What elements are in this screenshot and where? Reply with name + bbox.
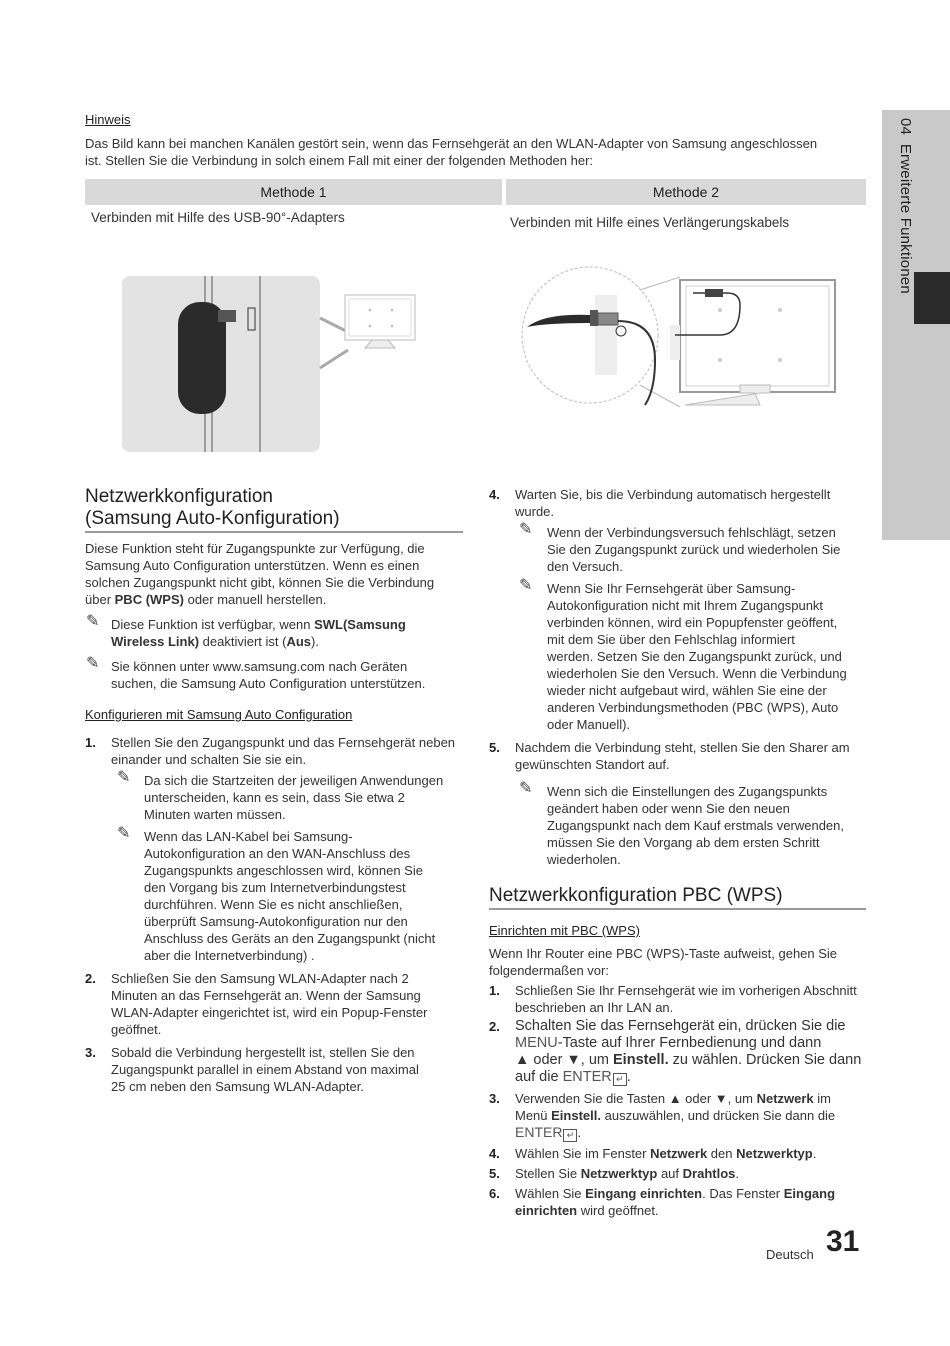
text: Wählen Sie xyxy=(515,1186,586,1201)
text: auf xyxy=(657,1166,683,1181)
step-line: Sobald die Verbindung hergestellt ist, stellen Sie den xyxy=(111,1045,415,1060)
note-line: Anschluss des Geräts an den Zugangspunkt (nicht xyxy=(144,931,436,946)
right-heading: Netzwerkkonfiguration PBC (WPS) xyxy=(489,885,783,906)
right-heading-rule xyxy=(489,908,866,910)
note-pencil-icon: ✎ xyxy=(117,825,131,842)
usb-adapter-illustration xyxy=(120,270,430,455)
method-1-text: Verbinden mit Hilfe des USB-90°-Adapters xyxy=(91,210,345,225)
left-step-1-note-2 xyxy=(144,828,464,964)
note-line: Zugangspunkts angeschlossen wird, können Sie xyxy=(144,863,423,878)
step-number: 4. xyxy=(489,1146,500,1161)
pbc-step-3 xyxy=(515,1090,875,1142)
text: . xyxy=(735,1166,739,1181)
note-line: mit dem Sie über den Fehlschlag informiert xyxy=(547,632,795,647)
step-number: 3. xyxy=(489,1091,500,1106)
text: . Das Fenster xyxy=(702,1186,784,1201)
step-line xyxy=(515,1090,875,1107)
step-line: Nachdem die Verbindung steht, stellen Sie den Sharer am xyxy=(515,740,850,755)
enter-key: ENTER xyxy=(562,1069,612,1085)
netzwerk-term: Netzwerk xyxy=(650,1146,708,1161)
eingang-term: Eingang xyxy=(783,1186,836,1201)
step-line xyxy=(515,1035,875,1052)
step-number: 5. xyxy=(489,740,500,755)
pbc-step-6 xyxy=(515,1185,875,1219)
left-step-1-note-1 xyxy=(144,772,464,823)
note-pencil-icon: ✎ xyxy=(86,613,100,630)
text: Wählen Sie im Fenster xyxy=(515,1146,651,1161)
note-pencil-icon: ✎ xyxy=(519,577,533,594)
step-line xyxy=(515,1124,875,1142)
method-2-header: Methode 2 xyxy=(506,179,866,205)
page-number: 31 xyxy=(826,1225,860,1258)
note-line: Sie den Zugangspunkt zurück und wiederholen Sie xyxy=(547,542,841,557)
left-heading-line2: (Samsung Auto-Konfiguration) xyxy=(85,508,340,529)
left-heading-rule xyxy=(85,531,463,533)
left-intro-line: Diese Funktion steht für Zugangspunkte zur Verfügung, die xyxy=(85,541,425,556)
intro-line: Wenn Ihr Router eine PBC (WPS)-Taste aufweist, gehen Sie xyxy=(489,946,838,961)
hinweis-text xyxy=(85,135,875,169)
text: deaktiviert ist ( xyxy=(199,634,287,649)
note-line: Wenn das LAN-Kabel bei Samsung- xyxy=(144,829,353,844)
intro-line: folgendermaßen vor: xyxy=(489,963,609,978)
step-line xyxy=(515,1185,875,1202)
step-line: WLAN-Adapter eingerichtet ist, wird ein Popup-Fenster xyxy=(111,1005,428,1020)
left-step-3 xyxy=(111,1044,466,1095)
chapter-side-tab-label xyxy=(884,118,914,418)
step-number: 4. xyxy=(489,487,500,502)
step-line xyxy=(515,1202,875,1219)
note-line: Autokonfiguration nicht mit Ihrem Zugangspunkt xyxy=(547,598,824,613)
right-step-5 xyxy=(515,739,875,773)
step-number: 6. xyxy=(489,1186,500,1201)
pbc-step-1 xyxy=(515,982,875,1016)
chapter-title: Erweiterte Funktionen xyxy=(897,143,914,294)
step-line: Stellen Sie den Zugangspunkt und das Fernsehgerät neben xyxy=(111,735,456,750)
text: wird geöffnet. xyxy=(577,1203,659,1218)
drahtlos-term: Drahtlos xyxy=(682,1166,736,1181)
note-line: den Vorgang bis zum Internetverbindungstest xyxy=(144,880,406,895)
chapter-number: 04 xyxy=(897,118,914,136)
left-subheading: Konfigurieren mit Samsung Auto Configuration xyxy=(85,707,353,722)
right-subheading: Einrichten mit PBC (WPS) xyxy=(489,923,640,938)
right-step-4-note-1 xyxy=(547,524,867,575)
hinweis-line: ist. Stellen Sie die Verbindung in solch einem Fall mit einer der folgenden Methoden her: xyxy=(85,153,594,168)
step-line: einander und schalten Sie sie ein. xyxy=(111,752,307,767)
pbc-step-4 xyxy=(515,1145,875,1162)
enter-key-icon: ↵ xyxy=(563,1129,577,1142)
note-line: wiederholen. xyxy=(547,852,621,867)
hinweis-title: Hinweis xyxy=(85,112,131,127)
text: zu wählen. Drücken Sie dann xyxy=(668,1052,862,1068)
method-1-header: Methode 1 xyxy=(85,179,502,205)
note-line: verbinden können, wird ein Popupfenster geöffent, xyxy=(547,615,838,630)
step-line: beschrieben an Ihr LAN an. xyxy=(515,1000,674,1015)
einstell-term: Einstell. xyxy=(551,1108,601,1123)
right-step-5-note xyxy=(547,783,867,868)
note-pencil-icon: ✎ xyxy=(117,769,131,786)
note-pencil-icon: ✎ xyxy=(86,655,100,672)
eingang-term: einrichten xyxy=(515,1203,578,1218)
netzwerk-term: Netzwerk xyxy=(756,1091,814,1106)
text: auszuwählen, und drücken Sie dann die xyxy=(601,1108,836,1123)
note-line: Autokonfiguration an den WAN-Anschluss des xyxy=(144,846,411,861)
footer-language: Deutsch xyxy=(766,1247,814,1262)
left-intro-line: Samsung Auto Configuration unterstützen. Wenn es einen xyxy=(85,558,420,573)
step-line xyxy=(515,1069,875,1086)
swl-term: SWL(Samsung xyxy=(314,617,406,632)
note-line: Wenn der Verbindungsversuch fehlschlägt, setzen xyxy=(547,525,836,540)
hinweis-line: Das Bild kann bei manchen Kanälen gestört sein, wenn das Fernsehgerät an den WLAN-Adapter von Samsung angeschlossen xyxy=(85,136,818,151)
zoom-circle xyxy=(522,267,658,403)
left-heading xyxy=(85,486,340,530)
extension-cable-illustration xyxy=(515,265,845,425)
left-heading-line1: Netzwerkkonfiguration xyxy=(85,486,273,507)
text: oder manuell herstellen. xyxy=(183,592,327,607)
step-number: 3. xyxy=(85,1045,96,1060)
note-line: Sie können unter www.samsung.com nach Geräten xyxy=(111,659,408,674)
netzwerktyp-term: Netzwerktyp xyxy=(580,1166,658,1181)
left-intro-line: solchen Zugangspunkt nicht gibt, können Sie die Verbindung xyxy=(85,575,435,590)
pbc-step-2 xyxy=(515,1018,875,1086)
step-line: wurde. xyxy=(515,504,555,519)
note-line: durchführen. Wenn Sie es nicht anschließen, xyxy=(144,897,403,912)
step-line: Schließen Sie den Samsung WLAN-Adapter nach 2 xyxy=(111,971,409,986)
step-line: Zugangspunkt parallel in einem Abstand von maximal xyxy=(111,1062,419,1077)
text: . xyxy=(812,1146,817,1161)
text: ▲ oder ▼, um xyxy=(515,1052,614,1068)
enter-key-icon: ↵ xyxy=(613,1073,627,1086)
note-line: überprüft Samsung-Autokonfiguration nur den xyxy=(144,914,408,929)
netzwerktyp-term: Netzwerktyp xyxy=(736,1146,813,1161)
text: Diese Funktion ist verfügbar, wenn xyxy=(111,617,315,632)
step-line: geöffnet. xyxy=(111,1022,162,1037)
text: -Taste auf Ihrer Fernbedienung und dann xyxy=(557,1035,822,1051)
note-line: müssen Sie den Vorgang ab dem ersten Schritt xyxy=(547,835,820,850)
note-line: aber die Internetverbindung) . xyxy=(144,948,315,963)
text: über xyxy=(85,592,115,607)
note-line xyxy=(111,616,461,633)
step-number: 1. xyxy=(489,983,500,998)
text: im xyxy=(813,1091,831,1106)
left-note-2 xyxy=(111,658,461,692)
note-line xyxy=(111,633,461,650)
step-line: 25 cm neben den Samsung WLAN-Adapter. xyxy=(111,1079,364,1094)
note-line: Da sich die Startzeiten der jeweiligen Anwendungen xyxy=(144,773,444,788)
swl-term: Wireless Link) xyxy=(111,634,200,649)
step-number: 1. xyxy=(85,735,96,750)
text: . xyxy=(626,1069,631,1085)
eingang-term: Eingang einrichten xyxy=(585,1186,703,1201)
step-line xyxy=(515,1052,875,1069)
menu-key: MENU xyxy=(515,1035,558,1051)
note-line: wieder nicht aufgebaut wird, wählen Sie eine der xyxy=(547,683,827,698)
step-line: Schalten Sie das Fernsehgerät ein, drücken Sie die xyxy=(515,1018,846,1034)
text: Stellen Sie xyxy=(515,1166,581,1181)
pbc-step-5 xyxy=(515,1165,875,1182)
note-line: suchen, die Samsung Auto Configuration unterstützen. xyxy=(111,676,426,691)
text: Menü xyxy=(515,1108,552,1123)
left-intro-line xyxy=(85,591,465,608)
left-step-2 xyxy=(111,970,466,1038)
text: . xyxy=(577,1125,582,1140)
note-line: Wenn sich die Einstellungen des Zugangspunkts xyxy=(547,784,828,799)
step-line: gewünschten Standort auf. xyxy=(515,757,670,772)
step-line xyxy=(515,1107,875,1124)
note-pencil-icon: ✎ xyxy=(519,521,533,538)
right-step-4 xyxy=(515,486,875,520)
note-line: unterscheiden, kann es sein, dass Sie etwa 2 xyxy=(144,790,405,805)
note-line: oder Manuell). xyxy=(547,717,631,732)
right-step-4-note-2 xyxy=(547,580,867,733)
left-intro xyxy=(85,540,465,608)
step-line: Schließen Sie Ihr Fernsehgerät wie im vorherigen Abschnitt xyxy=(515,983,857,998)
note-line: wiederholen Sie den Versuch. Wenn die Verbindung xyxy=(547,666,847,681)
note-line: Zugangspunkt nach dem Kauf erstmals verwenden, xyxy=(547,818,845,833)
note-line: den Versuch. xyxy=(547,559,623,574)
note-line: werden. Setzen Sie den Zugangspunkt zurück, und xyxy=(547,649,842,664)
right-intro xyxy=(489,945,869,979)
left-step-1 xyxy=(111,734,466,768)
text: Verwenden Sie die Tasten ▲ oder ▼, um xyxy=(515,1091,757,1106)
note-line: anderen Verbindungsmethoden (PBC (WPS), Auto xyxy=(547,700,839,715)
text: auf die xyxy=(515,1069,563,1085)
note-pencil-icon: ✎ xyxy=(519,780,533,797)
note-line: Minuten warten müssen. xyxy=(144,807,286,822)
step-number: 2. xyxy=(85,971,96,986)
method-2-text: Verbinden mit Hilfe eines Verlängerungskabels xyxy=(510,215,790,230)
text: ). xyxy=(311,634,319,649)
chapter-side-tab-marker xyxy=(914,272,950,324)
note-line: Wenn Sie Ihr Fernsehgerät über Samsung- xyxy=(547,581,796,596)
left-note-1 xyxy=(111,616,461,650)
step-line: Warten Sie, bis die Verbindung automatisch hergestellt xyxy=(515,487,831,502)
step-number: 5. xyxy=(489,1166,500,1181)
enter-key: ENTER xyxy=(515,1124,563,1140)
aus-term: Aus xyxy=(286,634,312,649)
tv-back xyxy=(345,295,415,340)
pbc-term: PBC (WPS) xyxy=(114,592,184,607)
einstell-term: Einstell. xyxy=(613,1052,669,1068)
text: den xyxy=(707,1146,737,1161)
note-line: geändert haben oder wenn Sie den neuen xyxy=(547,801,790,816)
tv-rear xyxy=(680,280,835,392)
step-number: 2. xyxy=(489,1019,500,1034)
step-line: Minuten an das Fernsehgerät an. Wenn der Samsung xyxy=(111,988,421,1003)
